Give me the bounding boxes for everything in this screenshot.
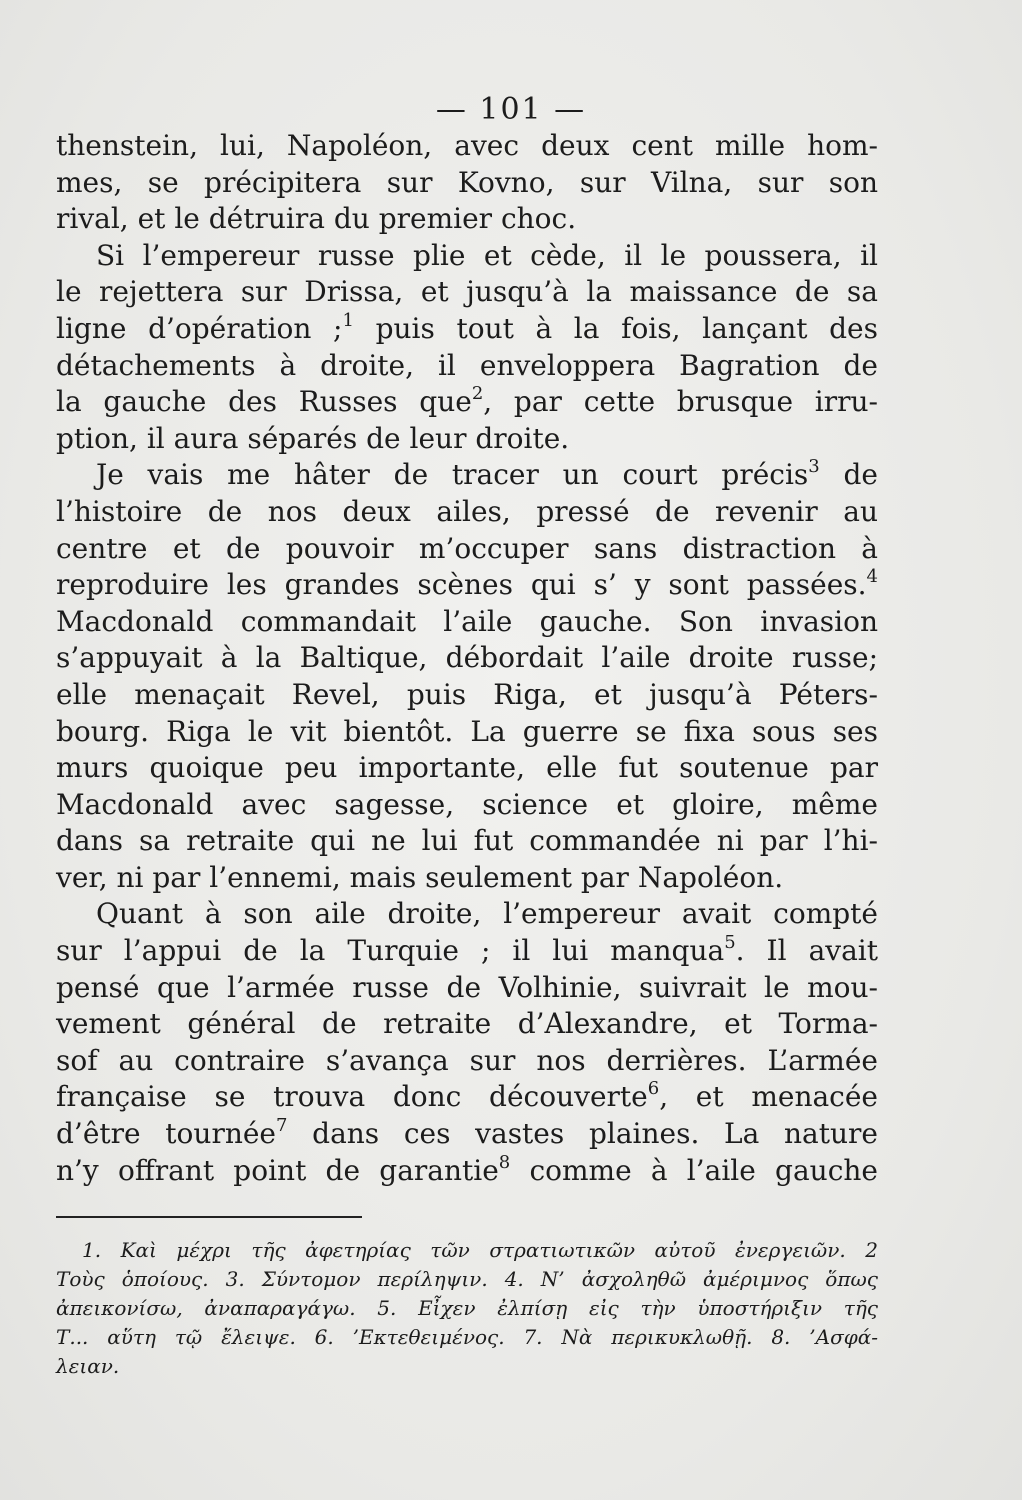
text-line: sof au contraire s’avança sur nos derrières. L’armée: [56, 1043, 878, 1077]
text-line: [56, 1153, 878, 1190]
footnote-line: Τοὺς ὁποίους. 3. Σύντομον περίληψιν. 4. Ν’ ἀσχοληθῶ ἀμέριμνος ὅπως: [56, 1267, 878, 1291]
text-fragment: ligne d’opération ;: [56, 311, 343, 345]
text-fragment: Je vais me hâter de tracer un court précis: [96, 458, 809, 492]
footnote-marker: 2: [471, 383, 484, 405]
footnote-divider: [56, 1216, 362, 1218]
text-line: rival, et le détruira du premier choc.: [56, 202, 577, 236]
text-line: [56, 1116, 878, 1153]
text-line: centre et de pouvoir m’occuper sans distraction à: [56, 531, 878, 565]
footnote-marker: 6: [647, 1078, 660, 1100]
text-line: [56, 311, 878, 348]
text-line: détachements à droite, il enveloppera Bagration de: [56, 348, 878, 382]
text-line: bourg. Riga le vit bientôt. La guerre se fixa sous ses: [56, 714, 878, 748]
text-line: le rejettera sur Drissa, et jusqu’à la maissance de sa: [56, 275, 878, 309]
text-fragment: dans ces vastes plaines. La nature: [287, 1117, 878, 1151]
page-number: — 101 —: [435, 92, 587, 127]
text-fragment: , et menacée: [659, 1080, 879, 1114]
text-fragment: la gauche des Russes que: [56, 385, 472, 419]
text-line: ption, il aura séparés de leur droite.: [56, 421, 570, 455]
text-line: [56, 933, 878, 970]
text-line: [56, 384, 878, 421]
footnote-line: λειαν.: [56, 1354, 120, 1378]
text-fragment: sur l’appui de la Turquie ; il lui manqua: [56, 934, 725, 968]
text-line: l’histoire de nos deux ailes, pressé de revenir au: [56, 494, 878, 528]
text-fragment: reproduire les grandes scènes qui s’ y sont passées.: [56, 568, 867, 602]
footnote-marker: 8: [498, 1151, 511, 1173]
text-fragment: puis tout à la fois, lançant des: [353, 311, 878, 345]
footnote-marker: 1: [342, 309, 354, 331]
text-line: [56, 1079, 878, 1116]
text-line: [56, 567, 878, 604]
text-fragment: , par cette brusque irru-: [483, 385, 878, 419]
text-line: pensé que l’armée russe de Volhinie, suivrait le mou-: [56, 970, 878, 1004]
text-fragment: de: [819, 458, 878, 492]
footnote-line: 1. Καὶ μέχρι τῆς ἀφετηρίας τῶν στρατιωτικῶν αὐτοῦ ἐνεργειῶν. 2: [82, 1238, 878, 1262]
text-line: mes, se précipitera sur Kovno, sur Vilna, sur son: [56, 165, 878, 199]
text-line: s’appuyait à la Baltique, débordait l’aile droite russe;: [56, 641, 878, 675]
footnote-marker: 5: [724, 932, 736, 954]
footnotes: [56, 1236, 878, 1381]
text-line: Macdonald commandait l’aile gauche. Son invasion: [56, 604, 878, 638]
text-fragment: n’y offrant point de garantie: [56, 1153, 499, 1187]
text-fragment: d’être tournée: [56, 1117, 276, 1151]
footnote-line: Τ... αὕτη τῷ ἔλειψε. 6. ’Εκτεθειμένος. 7. Νὰ περικυκλωθῇ. 8. ’Ασφά-: [56, 1325, 878, 1349]
text-line: vement général de retraite d’Alexandre, et Torma-: [56, 1007, 878, 1041]
text-fragment: française se trouva donc découverte: [56, 1080, 648, 1114]
text-line: thenstein, lui, Napoléon, avec deux cent mille hom-: [56, 129, 878, 162]
text-line: Macdonald avec sagesse, science et gloire, même: [56, 787, 878, 821]
text-line: elle menaçait Revel, puis Riga, et jusqu’à Péters-: [56, 677, 878, 711]
footnote-marker: 3: [808, 456, 820, 478]
footnote-line: ἀπεικονίσω, ἀναπαραγάγω. 5. Εἶχεν ἐλπίσῃ εἰς τὴν ὑποστήριξιν τῆς: [56, 1296, 878, 1320]
text-line: ver, ni par l’ennemi, mais seulement par Napoléon.: [56, 860, 784, 894]
footnote-marker: 4: [866, 566, 878, 588]
text-fragment: . Il avait: [735, 934, 878, 968]
text-line: murs quoique peu importante, elle fut soutenue par: [56, 751, 878, 785]
text-line: Quant à son aile droite, l’empereur avait compté: [96, 897, 878, 931]
text-line: Si l’empereur russe plie et cède, il le poussera, il: [96, 238, 878, 272]
footnote-marker: 7: [276, 1115, 288, 1137]
text-fragment: comme à l’aile gauche: [510, 1153, 878, 1187]
text-line: [56, 457, 878, 494]
body-text: [56, 128, 878, 1189]
text-line: dans sa retraite qui ne lui fut commandée ni par l’hi-: [56, 824, 878, 858]
